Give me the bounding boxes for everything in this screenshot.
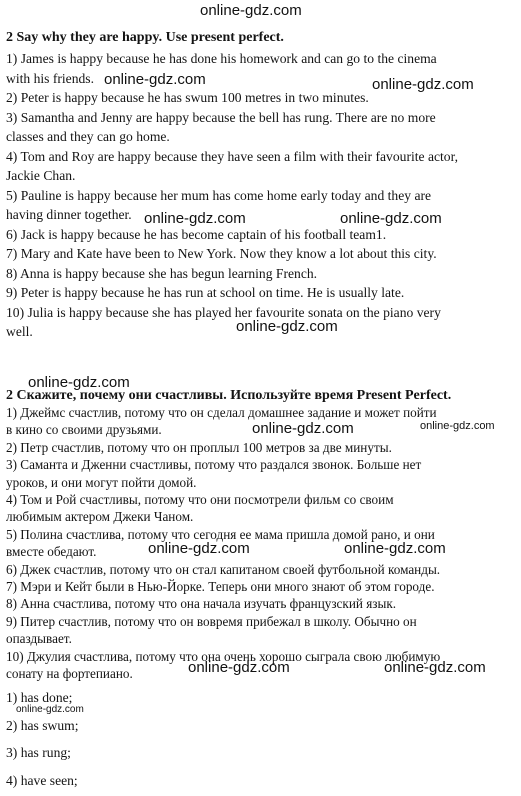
text-line: сонату на фортепиано. bbox=[6, 666, 133, 681]
watermark-text: online-gdz.com bbox=[340, 210, 442, 227]
text-line: Jackie Chan. bbox=[6, 168, 76, 183]
text-line: 9) Питер счастлив, потому что он вовремя прибежал в школу. Обычно он bbox=[6, 613, 417, 629]
watermark-text: online-gdz.com bbox=[384, 659, 486, 676]
text-line: 10) Джулия счастлива, потому что она очень хорошо сыграла свою любимую bbox=[6, 648, 441, 664]
text-line: 3) Саманта и Дженни счастливы, потому что раздался звонок. Больше нет bbox=[6, 457, 422, 473]
text-line: в кино со своими друзьями. bbox=[6, 422, 162, 438]
exercise-heading-en: 2 Say why they are happy. Use present perfect. bbox=[6, 30, 284, 45]
text-line: 8) Anna is happy because she has begun learning French. bbox=[6, 265, 318, 281]
text-line: 2) Peter is happy because he has swum 100 metres in two minutes. bbox=[6, 90, 369, 105]
watermark-text: online-gdz.com bbox=[236, 318, 338, 335]
answer-item: 4) have seen; bbox=[6, 773, 78, 788]
text-line: вместе обедают. bbox=[6, 544, 97, 560]
watermark-text: online-gdz.com bbox=[344, 540, 446, 557]
exercise-heading-ru: 2 Скажите, почему они счастливы. Используйте время Present Perfect. bbox=[6, 388, 452, 403]
text-line: 9) Peter is happy because he has run at school on time. He is usually late. bbox=[6, 285, 405, 300]
text-line: with his friends. bbox=[6, 70, 94, 86]
watermark-text: online-gdz.com bbox=[16, 704, 84, 715]
text-line: опаздывает. bbox=[6, 631, 72, 647]
text-line: 3) Samantha and Jenny are happy because the bell has rung. There are no more bbox=[6, 109, 436, 125]
text-line: 10) Julia is happy because she has played her favourite sonata on the piano very bbox=[6, 304, 441, 320]
text-line: уроков, и они могут пойти домой. bbox=[6, 474, 197, 490]
watermark-text: online-gdz.com bbox=[372, 76, 474, 93]
watermark-text: online-gdz.com bbox=[420, 420, 495, 432]
watermark-text: online-gdz.com bbox=[28, 374, 130, 391]
text-line: 5) Pauline is happy because her mum has come home early today and they are bbox=[6, 187, 432, 203]
watermark-text: online-gdz.com bbox=[200, 2, 302, 19]
text-line: 7) Mary and Kate have been to New York. Now they know a lot about this city. bbox=[6, 246, 437, 261]
text-line: classes and they can go home. bbox=[6, 129, 170, 144]
watermark-text: online-gdz.com bbox=[252, 420, 354, 437]
watermark-text: online-gdz.com bbox=[148, 540, 250, 557]
watermark-text: online-gdz.com bbox=[104, 71, 206, 88]
text-line: 1) Джеймс счастлив, потому что он сделал домашнее задание и может пойти bbox=[6, 405, 437, 420]
text-line: 6) Джек счастлив, потому что он стал капитаном своей футбольной команды. bbox=[6, 561, 441, 577]
text-line: 4) Tom and Roy are happy because they have seen a film with their favourite actor, bbox=[6, 148, 458, 164]
answer-item: 3) has rung; bbox=[6, 745, 71, 760]
text-line: having dinner together. bbox=[6, 207, 132, 222]
watermark-text: online-gdz.com bbox=[144, 210, 246, 227]
text-line: 7) Мэри и Кейт были в Нью-Йорке. Теперь они много знают об этом городе. bbox=[6, 579, 435, 594]
text-line: 6) Jack is happy because he has become captain of his football team1. bbox=[6, 226, 387, 242]
answer-item: 2) has swum; bbox=[6, 718, 79, 733]
text-line: любимым актером Джеки Чаном. bbox=[6, 509, 194, 525]
text-line: 5) Полина счастлива, потому что сегодня ее мама пришла домой рано, и они bbox=[6, 526, 435, 542]
text-line: well. bbox=[6, 324, 33, 339]
text-line: 8) Анна счастлива, потому что она начала изучать французский язык. bbox=[6, 596, 397, 612]
text-line: 1) James is happy because he has done his homework and can go to the cinema bbox=[6, 51, 437, 66]
answer-item: 1) has done; bbox=[6, 690, 73, 705]
watermark-text: online-gdz.com bbox=[188, 659, 290, 676]
text-line: 2) Петр счастлив, потому что он проплыл 100 метров за две минуты. bbox=[6, 439, 392, 455]
text-line: 4) Том и Рой счастливы, потому что они посмотрели фильм со своим bbox=[6, 492, 394, 507]
